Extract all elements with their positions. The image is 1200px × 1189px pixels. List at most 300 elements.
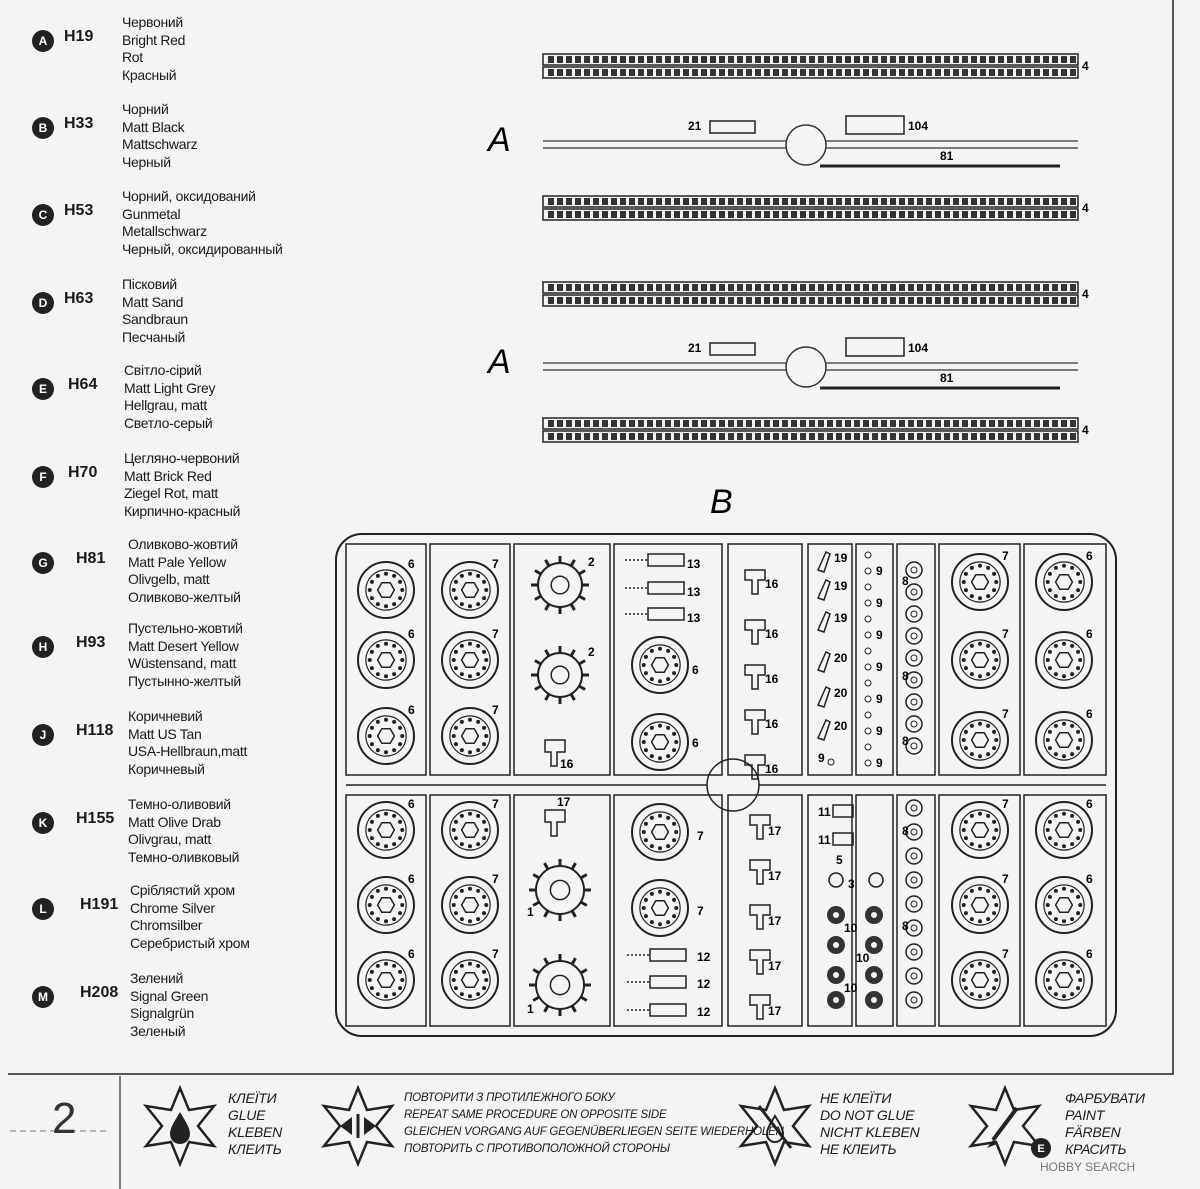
- track-link: [674, 56, 680, 63]
- track-link: [827, 284, 833, 291]
- track-link: [953, 56, 959, 63]
- color-name: Чорний, оксидований: [122, 188, 256, 204]
- part-number-label: 6: [1086, 947, 1093, 961]
- part-8: [906, 694, 922, 710]
- part-10-hole: [871, 942, 877, 948]
- part-8: [906, 944, 922, 960]
- color-name: Ziegel Rot, matt: [124, 485, 219, 501]
- wheel-bolt: [978, 722, 982, 726]
- color-name: Песчаный: [122, 328, 185, 345]
- track-link: [1061, 420, 1067, 427]
- wheel-bolt: [1062, 812, 1066, 816]
- wheel-bolt: [978, 564, 982, 568]
- track-link: [908, 284, 914, 291]
- wheel-bolt: [962, 738, 966, 742]
- part-number-label: 5: [836, 853, 843, 867]
- wheel-bolt: [1076, 820, 1080, 824]
- part-number-label: 17: [768, 869, 782, 883]
- track-link: [809, 284, 815, 291]
- part-11: [833, 833, 853, 845]
- wheel-bolt: [992, 986, 996, 990]
- part-9: [865, 680, 871, 686]
- wheel-bolt: [658, 846, 662, 850]
- wheel-bolt: [1062, 919, 1066, 923]
- track-link: [1016, 211, 1022, 218]
- track-link: [908, 297, 914, 304]
- track-link: [836, 284, 842, 291]
- road-wheel-rim: [366, 810, 406, 850]
- track-link: [989, 433, 995, 440]
- wheel-bolt: [460, 644, 464, 648]
- sprocket-tooth: [571, 560, 575, 566]
- part-number-label: 7: [492, 557, 499, 571]
- track-link: [836, 420, 842, 427]
- track-link: [629, 284, 635, 291]
- wheel-bolt: [1070, 752, 1074, 756]
- wheel-bolt: [398, 970, 402, 974]
- wheel-hub: [1056, 575, 1073, 590]
- track-count-label: 4: [1082, 287, 1089, 301]
- wheel-bolt: [650, 677, 654, 681]
- wheel-bolt: [454, 596, 458, 600]
- track-link: [1025, 69, 1031, 76]
- track-link: [845, 211, 851, 218]
- wheel-bolt: [452, 658, 456, 662]
- track-link: [872, 198, 878, 205]
- drive-sprocket: [538, 653, 582, 697]
- part-12: [650, 1004, 686, 1016]
- track-link: [557, 56, 563, 63]
- track-link: [818, 69, 824, 76]
- part-17: [750, 860, 770, 884]
- wheel-bolt: [986, 594, 990, 598]
- part-number-label: 9: [876, 756, 883, 770]
- track-link: [674, 69, 680, 76]
- track-link: [620, 420, 626, 427]
- track-link: [791, 284, 797, 291]
- track-link: [647, 297, 653, 304]
- wheel-bolt: [1076, 746, 1080, 750]
- wheel-bolt: [1070, 917, 1074, 921]
- part-13: [648, 554, 684, 566]
- track-link: [1025, 284, 1031, 291]
- track-link: [737, 198, 743, 205]
- part-17: [750, 950, 770, 974]
- track-link: [1034, 198, 1040, 205]
- wheel-bolt: [986, 889, 990, 893]
- track-link: [1016, 284, 1022, 291]
- wheel-bolt: [1046, 580, 1050, 584]
- track-link: [737, 420, 743, 427]
- wheel-bolt: [1070, 672, 1074, 676]
- color-code: H64: [68, 376, 98, 393]
- wheel-bolt: [642, 830, 646, 834]
- track-link: [944, 198, 950, 205]
- drive-sprocket: [538, 563, 582, 607]
- track-link: [764, 284, 770, 291]
- wheel-bolt: [376, 672, 380, 676]
- track-link: [809, 56, 815, 63]
- track-link: [701, 297, 707, 304]
- track-link: [692, 198, 698, 205]
- track-link: [1034, 433, 1040, 440]
- part-number-label: 8: [902, 734, 909, 748]
- wheel-bolt: [986, 752, 990, 756]
- track-link: [593, 433, 599, 440]
- wheel-bolt: [392, 602, 396, 606]
- track-link: [710, 211, 716, 218]
- track-link: [629, 433, 635, 440]
- track-link: [1052, 420, 1058, 427]
- track-link: [1043, 198, 1049, 205]
- wheel-bolt: [644, 748, 648, 752]
- wheel-bolt: [644, 898, 648, 902]
- track-link: [818, 420, 824, 427]
- track-link: [620, 198, 626, 205]
- track-link: [566, 297, 572, 304]
- wheel-bolt: [1062, 887, 1066, 891]
- road-wheel-rim: [450, 960, 490, 1000]
- track-link: [800, 69, 806, 76]
- track-link: [584, 198, 590, 205]
- track-link: [710, 284, 716, 291]
- part-9: [865, 760, 871, 766]
- track-link: [827, 69, 833, 76]
- track-link: [800, 211, 806, 218]
- glue-label-ua: КЛЕЇТИ: [228, 1090, 277, 1106]
- track-link: [566, 198, 572, 205]
- track-link: [548, 284, 554, 291]
- road-wheel-rim: [1044, 562, 1084, 602]
- track-link: [872, 284, 878, 291]
- part-number-label: 17: [768, 1004, 782, 1018]
- part-number-label: 6: [1086, 549, 1093, 563]
- track-link: [1052, 433, 1058, 440]
- sprocket-hub: [550, 880, 569, 899]
- sprocket-tooth: [579, 686, 585, 690]
- track-link: [1016, 297, 1022, 304]
- wheel-bolt: [454, 742, 458, 746]
- part-number-label: 9: [876, 660, 883, 674]
- sprue-a-label: A: [488, 343, 511, 381]
- track-link: [1043, 433, 1049, 440]
- color-name: Кирпично-красный: [124, 502, 241, 519]
- part-8-hub: [911, 997, 917, 1003]
- track-link: [647, 56, 653, 63]
- color-name: Matt Light Grey: [124, 379, 216, 396]
- part-8-hub: [911, 949, 917, 955]
- part-19: [818, 552, 830, 572]
- track-link: [980, 69, 986, 76]
- color-name: Оливково-желтый: [128, 588, 241, 605]
- sprocket-tooth: [579, 661, 585, 665]
- color-name: Пустельно-жовтий: [128, 620, 243, 636]
- wheel-hub: [972, 653, 989, 668]
- track-link: [971, 211, 977, 218]
- color-name: Hellgrau, matt: [124, 397, 207, 413]
- wheel-bolt: [672, 655, 676, 659]
- wheel-bolt: [1070, 814, 1074, 818]
- track-link: [980, 56, 986, 63]
- track-link: [800, 420, 806, 427]
- color-letter-badge: M: [32, 986, 54, 1008]
- glue-label-ru: КЛЕИТЬ: [228, 1141, 282, 1157]
- part-9: [865, 712, 871, 718]
- track-link: [701, 284, 707, 291]
- wheel-hub: [1056, 898, 1073, 913]
- track-link: [971, 198, 977, 205]
- sprocket-tooth: [535, 571, 541, 575]
- part-number-label: 3: [848, 877, 855, 891]
- color-name: Matt Desert Yellow: [128, 637, 239, 654]
- wheel-bolt: [370, 911, 374, 915]
- wheel-bolt: [970, 964, 974, 968]
- track-link: [683, 211, 689, 218]
- wheel-bolt: [1054, 842, 1058, 846]
- wheel-bolt: [992, 820, 996, 824]
- wheel-bolt: [1076, 572, 1080, 576]
- track-link: [746, 433, 752, 440]
- part-number-label: 8: [902, 669, 909, 683]
- part-number-label: 7: [1002, 627, 1009, 641]
- wheel-bolt: [986, 992, 990, 996]
- track-link: [548, 56, 554, 63]
- track-link: [863, 420, 869, 427]
- part-8: [906, 848, 922, 864]
- track-count-label: 4: [1082, 59, 1089, 73]
- track-link: [692, 433, 698, 440]
- glue-label-en: GLUE: [228, 1107, 266, 1123]
- color-name: Chrome Silver: [130, 899, 215, 916]
- wheel-bolt: [370, 596, 374, 600]
- wheel-bolt: [658, 679, 662, 683]
- drive-sprocket: [536, 866, 584, 914]
- color-name: Черный, оксидированный: [122, 240, 283, 257]
- wheel-bolt: [674, 663, 678, 667]
- wheel-bolt: [962, 658, 966, 662]
- track-link: [701, 198, 707, 205]
- part-number-label: 16: [765, 577, 779, 591]
- track-link: [566, 420, 572, 427]
- track-link: [746, 297, 752, 304]
- wheel-bolt: [644, 655, 648, 659]
- track-link: [1034, 69, 1040, 76]
- track-link: [575, 433, 581, 440]
- wheel-bolt: [674, 830, 678, 834]
- part-16: [745, 665, 765, 689]
- wheel-bolt: [1054, 644, 1058, 648]
- wheel-hub: [1056, 973, 1073, 988]
- wheel-bolt: [454, 650, 458, 654]
- part-number-label: 17: [768, 824, 782, 838]
- track-link: [845, 198, 851, 205]
- track-link: [656, 284, 662, 291]
- wheel-bolt: [368, 828, 372, 832]
- wheel-bolt: [992, 588, 996, 592]
- track-link: [584, 297, 590, 304]
- sprocket-tooth: [533, 902, 539, 906]
- track-link: [944, 433, 950, 440]
- wheel-bolt: [454, 836, 458, 840]
- part-number-label: 12: [697, 1005, 711, 1019]
- color-code: H70: [68, 464, 98, 481]
- part-3: [869, 873, 883, 887]
- track-link: [890, 69, 896, 76]
- wheel-bolt: [460, 992, 464, 996]
- wheel-hub: [972, 733, 989, 748]
- track-link: [917, 198, 923, 205]
- road-wheel-rim: [366, 640, 406, 680]
- color-code: H33: [64, 115, 94, 132]
- track-link: [836, 56, 842, 63]
- track-link: [710, 297, 716, 304]
- wheel-bolt: [1070, 889, 1074, 893]
- track-link: [647, 284, 653, 291]
- wheel-bolt: [384, 962, 388, 966]
- part-number-label: 6: [408, 557, 415, 571]
- wheel-bolt: [970, 992, 974, 996]
- part-number-label: 9: [876, 564, 883, 578]
- wheel-bolt: [468, 812, 472, 816]
- wheel-bolt: [994, 978, 998, 982]
- track-link: [782, 211, 788, 218]
- track-link: [1043, 56, 1049, 63]
- sprocket-tooth: [546, 560, 550, 566]
- track-link: [701, 211, 707, 218]
- wheel-bolt: [1078, 828, 1082, 832]
- sprocket-tooth: [535, 596, 541, 600]
- track-link: [1025, 198, 1031, 205]
- track-link: [980, 420, 986, 427]
- track-link: [782, 284, 788, 291]
- track-link: [890, 420, 896, 427]
- color-code: H208: [80, 984, 119, 1001]
- wheel-bolt: [1076, 836, 1080, 840]
- track-link: [926, 433, 932, 440]
- track-link: [953, 297, 959, 304]
- track-link: [710, 198, 716, 205]
- track-link: [791, 69, 797, 76]
- track-link: [1061, 297, 1067, 304]
- part-number-label: 20: [834, 686, 848, 700]
- sprocket-tooth: [545, 1006, 549, 1012]
- wheel-bolt: [964, 986, 968, 990]
- wheel-bolt: [658, 756, 662, 760]
- track-link: [710, 56, 716, 63]
- wheel-bolt: [398, 580, 402, 584]
- wheel-hub: [378, 583, 395, 598]
- track-link: [1061, 433, 1067, 440]
- track-link: [683, 433, 689, 440]
- part-8: [906, 800, 922, 816]
- wheel-bolt: [1070, 594, 1074, 598]
- track-link: [1070, 211, 1076, 218]
- track-link: [575, 211, 581, 218]
- wheel-bolt: [454, 970, 458, 974]
- track-link: [791, 420, 797, 427]
- track-link: [566, 56, 572, 63]
- track-link: [719, 297, 725, 304]
- wheel-bolt: [368, 978, 372, 982]
- wheel-bolt: [978, 919, 982, 923]
- no-glue-label-ua: НЕ КЛЕЇТИ: [820, 1090, 892, 1106]
- wheel-bolt: [384, 604, 388, 608]
- wheel-bolt: [370, 742, 374, 746]
- wheel-hub: [1056, 653, 1073, 668]
- road-wheel-rim: [450, 640, 490, 680]
- track-link: [719, 69, 725, 76]
- wheel-bolt: [452, 734, 456, 738]
- wheel-bolt: [476, 748, 480, 752]
- track-link: [755, 284, 761, 291]
- track-link: [611, 420, 617, 427]
- track-link: [827, 211, 833, 218]
- part-number-label: 17: [768, 959, 782, 973]
- track-link: [674, 433, 680, 440]
- wheel-bolt: [460, 889, 464, 893]
- color-name: Пустынно-желтый: [128, 672, 241, 689]
- part-number-label: 7: [492, 872, 499, 886]
- track-link: [647, 420, 653, 427]
- wheel-bolt: [1062, 596, 1066, 600]
- sprocket-tooth: [572, 911, 576, 917]
- drive-sprocket: [536, 961, 584, 1009]
- color-name: Rot: [122, 49, 143, 65]
- part-8: [906, 650, 922, 666]
- part-9: [865, 552, 871, 558]
- track-link: [980, 211, 986, 218]
- track-link: [881, 297, 887, 304]
- part-number-label: 17: [557, 795, 571, 809]
- part-8-hub: [911, 829, 917, 835]
- track-link: [863, 198, 869, 205]
- part-number-label: 17: [768, 914, 782, 928]
- track-link: [746, 56, 752, 63]
- part-number-label: 6: [1086, 797, 1093, 811]
- track-link: [737, 69, 743, 76]
- wheel-bolt: [1048, 820, 1052, 824]
- track-link: [584, 69, 590, 76]
- wheel-bolt: [1076, 666, 1080, 670]
- track-link: [998, 433, 1004, 440]
- wheel-bolt: [398, 911, 402, 915]
- wheel-bolt: [964, 911, 968, 915]
- part-9: [865, 568, 871, 574]
- color-name: Красный: [122, 66, 177, 83]
- track-link: [728, 284, 734, 291]
- part-8: [906, 968, 922, 984]
- part-11: [833, 805, 853, 817]
- sprocket-hub: [551, 666, 569, 684]
- part-17: [750, 995, 770, 1019]
- wheel-bolt: [460, 672, 464, 676]
- part-number-label: 7: [492, 703, 499, 717]
- part-number-label: 16: [560, 757, 574, 771]
- track-link: [629, 420, 635, 427]
- wheel-bolt: [978, 754, 982, 758]
- paint-label-de: FÄRBEN: [1065, 1124, 1121, 1140]
- track-link: [782, 198, 788, 205]
- track-link: [728, 198, 734, 205]
- wheel-bolt: [1054, 724, 1058, 728]
- track-link: [728, 69, 734, 76]
- wheel-bolt: [392, 720, 396, 724]
- wheel-hub: [462, 973, 479, 988]
- track-link: [728, 297, 734, 304]
- track-link: [746, 420, 752, 427]
- sprocket-tooth: [572, 1006, 576, 1012]
- color-name: Світло-сірий: [124, 362, 202, 378]
